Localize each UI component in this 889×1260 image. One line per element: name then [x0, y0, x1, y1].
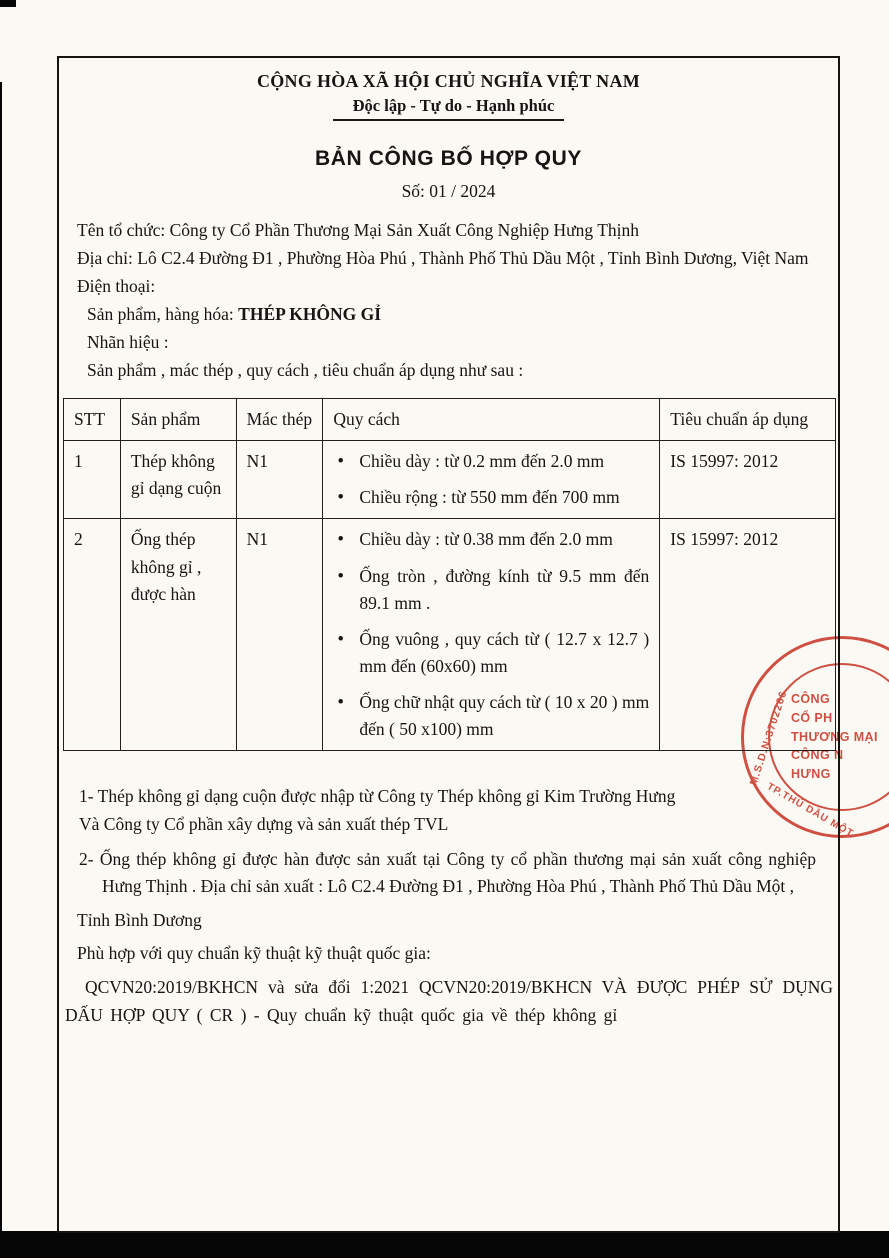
document-number: Số: 01 / 2024	[401, 181, 496, 201]
row2-standard: IS 15997: 2012	[660, 519, 836, 751]
row1-spec-item: • Chiều rộng : từ 550 mm đến 700 mm	[333, 484, 649, 511]
row2-spec-item: • Ống vuông , quy cách từ ( 12.7 x 12.7 ) mm đến (60x60) mm	[333, 626, 649, 680]
document-border-frame	[57, 56, 840, 1233]
table-row	[64, 441, 836, 519]
product-spec-table	[63, 398, 836, 751]
row2-stt: 2	[64, 519, 121, 751]
document-title: BẢN CÔNG BỐ HỢP QUY	[315, 147, 582, 170]
company-stamp	[741, 636, 889, 838]
province-line: Tỉnh Bình Dương	[77, 909, 202, 930]
national-motto-text: Độc lập - Tự do - Hạnh phúc	[333, 96, 565, 121]
product-label: Sản phẩm, hàng hóa:	[87, 304, 239, 324]
header-san-pham: Sản phẩm	[120, 399, 236, 441]
phone-line: Điện thoại:	[77, 276, 156, 296]
scan-artifact-corner	[0, 0, 16, 7]
regulation-paragraph: QCVN20:2019/BKHCN và sửa đổi 1:2021 QCVN20:2019/BKHCN VÀ ĐƯỢC PHÉP SỬ DỤNG DẤU HỢP QUY ( CR ) - Quy chuẩn kỹ thuật quốc gia về thép không gỉ	[65, 977, 833, 1025]
notes-block	[59, 783, 838, 1029]
header-tieu-chuan: Tiêu chuẩn áp dụng	[660, 399, 836, 441]
document-intro-block	[59, 216, 838, 384]
stamp-line: CỔ PH	[791, 710, 833, 725]
scan-artifact-bottom-bar	[0, 1231, 889, 1258]
row1-grade: N1	[236, 441, 323, 519]
note-item-1-line1: 1- Thép không gỉ dạng cuộn được nhập từ Công ty Thép không gỉ Kim Trường Hưng	[79, 786, 676, 807]
stamp-line: THƯƠNG MẠI	[791, 729, 878, 744]
table-row	[64, 519, 836, 751]
row2-product: Ống thép không gỉ , được hàn	[120, 519, 236, 751]
stamp-line: CÔNG N	[791, 748, 844, 763]
stamp-city-text: TP.THỦ DẦU MỘT	[764, 781, 856, 840]
row1-product: Thép không gỉ dạng cuộn	[120, 441, 236, 519]
organization-line: Tên tổ chức: Công ty Cổ Phần Thương Mại Sản Xuất Công Nghiệp Hưng Thịnh	[77, 220, 640, 240]
brand-line: Nhãn hiệu :	[87, 332, 169, 352]
scan-artifact-left-edge	[0, 82, 2, 1234]
table-header-row	[64, 399, 836, 441]
national-header: CỘNG HÒA XÃ HỘI CHỦ NGHĨA VIỆT NAM	[256, 71, 641, 91]
row1-stt: 1	[64, 441, 121, 519]
stamp-company-name	[775, 670, 889, 804]
note-item-1-line2: Và Công ty Cổ phần xây dựng và sản xuất thép TVL	[79, 813, 449, 834]
row1-specs	[323, 441, 660, 519]
row2-specs	[323, 519, 660, 751]
product-name: THÉP KHÔNG GỈ	[238, 304, 382, 324]
table-intro-line: Sản phẩm , mác thép , quy cách , tiêu chuẩn áp dụng như sau :	[87, 360, 524, 380]
conformity-line: Phù hợp với quy chuẩn kỹ thuật kỹ thuật quốc gia:	[77, 943, 431, 964]
row2-spec-item: • Ống tròn , đường kính từ 9.5 mm đến 89.1 mm .	[333, 563, 649, 617]
note-item-1	[79, 783, 816, 838]
row2-spec-item: • Ống chữ nhật quy cách từ ( 10 x 20 ) mm đến ( 50 x100) mm	[333, 689, 649, 743]
note-item-2: 2- Ống thép không gỉ được hàn được sản xuất tại Công ty cổ phần thương mại sản xuất công nghiệp Hưng Thịnh . Địa chỉ sản xuất : Lô C2.4 Đường Đ1 , Phường Hòa Phú , Thành Phố Thủ Dầu Một ,	[79, 848, 816, 897]
header-stt: STT	[64, 399, 121, 441]
row2-spec-item: • Chiều dày : từ 0.38 mm đến 2.0 mm	[333, 526, 649, 553]
address-line: Địa chỉ: Lô C2.4 Đường Đ1 , Phường Hòa Phú , Thành Phố Thủ Dầu Một , Tỉnh Bình Dương, Việt Nam	[77, 248, 809, 268]
header-mac-thep: Mác thép	[236, 399, 323, 441]
stamp-registration-number: M.S.D.N:3702266	[747, 689, 790, 787]
stamp-line: CÔNG	[791, 692, 831, 707]
stamp-line: HƯNG	[791, 767, 831, 782]
row1-spec-item: • Chiều dày : từ 0.2 mm đến 2.0 mm	[333, 448, 649, 475]
national-motto	[59, 96, 838, 121]
header-quy-cach: Quy cách	[323, 399, 660, 441]
product-line	[87, 300, 814, 328]
row1-standard: IS 15997: 2012	[660, 441, 836, 519]
row2-grade: N1	[236, 519, 323, 751]
